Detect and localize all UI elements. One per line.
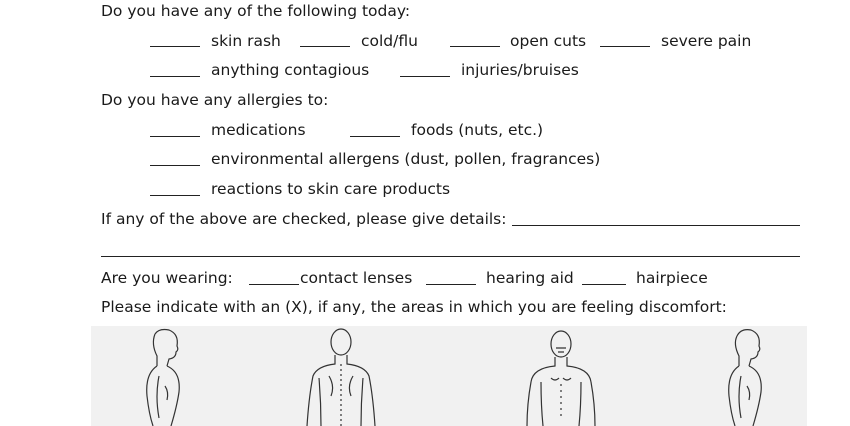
injuries-blank[interactable] xyxy=(400,76,450,77)
hearing-aid-blank[interactable] xyxy=(426,284,476,285)
open-cuts-blank[interactable] xyxy=(450,46,500,47)
details-label: If any of the above are checked, please give details: xyxy=(101,210,507,228)
injuries-label: injuries/bruises xyxy=(461,61,579,79)
open-cuts-label: open cuts xyxy=(510,32,587,50)
allergies-question: Do you have any allergies to: xyxy=(101,91,329,109)
skin-rash-label: skin rash xyxy=(211,32,281,50)
discomfort-label: Please indicate with an (X), if any, the areas in which you are feeling discomfort: xyxy=(101,298,727,316)
environmental-label: environmental allergens (dust, pollen, fragrances) xyxy=(211,150,601,168)
cold-flu-blank[interactable] xyxy=(300,46,350,47)
cold-flu-label: cold/flu xyxy=(361,32,418,50)
today-question: Do you have any of the following today: xyxy=(101,2,411,20)
severe-pain-blank[interactable] xyxy=(600,46,650,47)
foods-label: foods (nuts, etc.) xyxy=(411,121,544,139)
skin-care-label: reactions to skin care products xyxy=(211,180,451,198)
contact-lenses-blank[interactable] xyxy=(249,284,299,285)
contagious-blank[interactable] xyxy=(150,76,200,77)
severe-pain-label: severe pain xyxy=(661,32,752,50)
environmental-blank[interactable] xyxy=(150,165,200,166)
foods-blank[interactable] xyxy=(350,136,400,137)
back-view-figure[interactable] xyxy=(291,326,391,426)
skin-rash-blank[interactable] xyxy=(150,46,200,47)
front-view-figure[interactable] xyxy=(511,326,611,426)
side-view-figure[interactable] xyxy=(119,326,209,426)
hairpiece-label: hairpiece xyxy=(636,269,708,287)
contagious-label: anything contagious xyxy=(211,61,370,79)
medications-blank[interactable] xyxy=(150,136,200,137)
skin-care-blank[interactable] xyxy=(150,195,200,196)
wearing-label: Are you wearing: xyxy=(101,269,233,287)
details-blank-2[interactable] xyxy=(101,256,800,257)
hearing-aid-label: hearing aid xyxy=(486,269,574,287)
body-figures-panel xyxy=(91,326,807,426)
details-blank-1[interactable] xyxy=(512,225,800,226)
side-view-figure[interactable] xyxy=(707,326,797,426)
hairpiece-blank[interactable] xyxy=(582,284,626,285)
medications-label: medications xyxy=(211,121,306,139)
contact-lenses-label: contact lenses xyxy=(300,269,413,287)
